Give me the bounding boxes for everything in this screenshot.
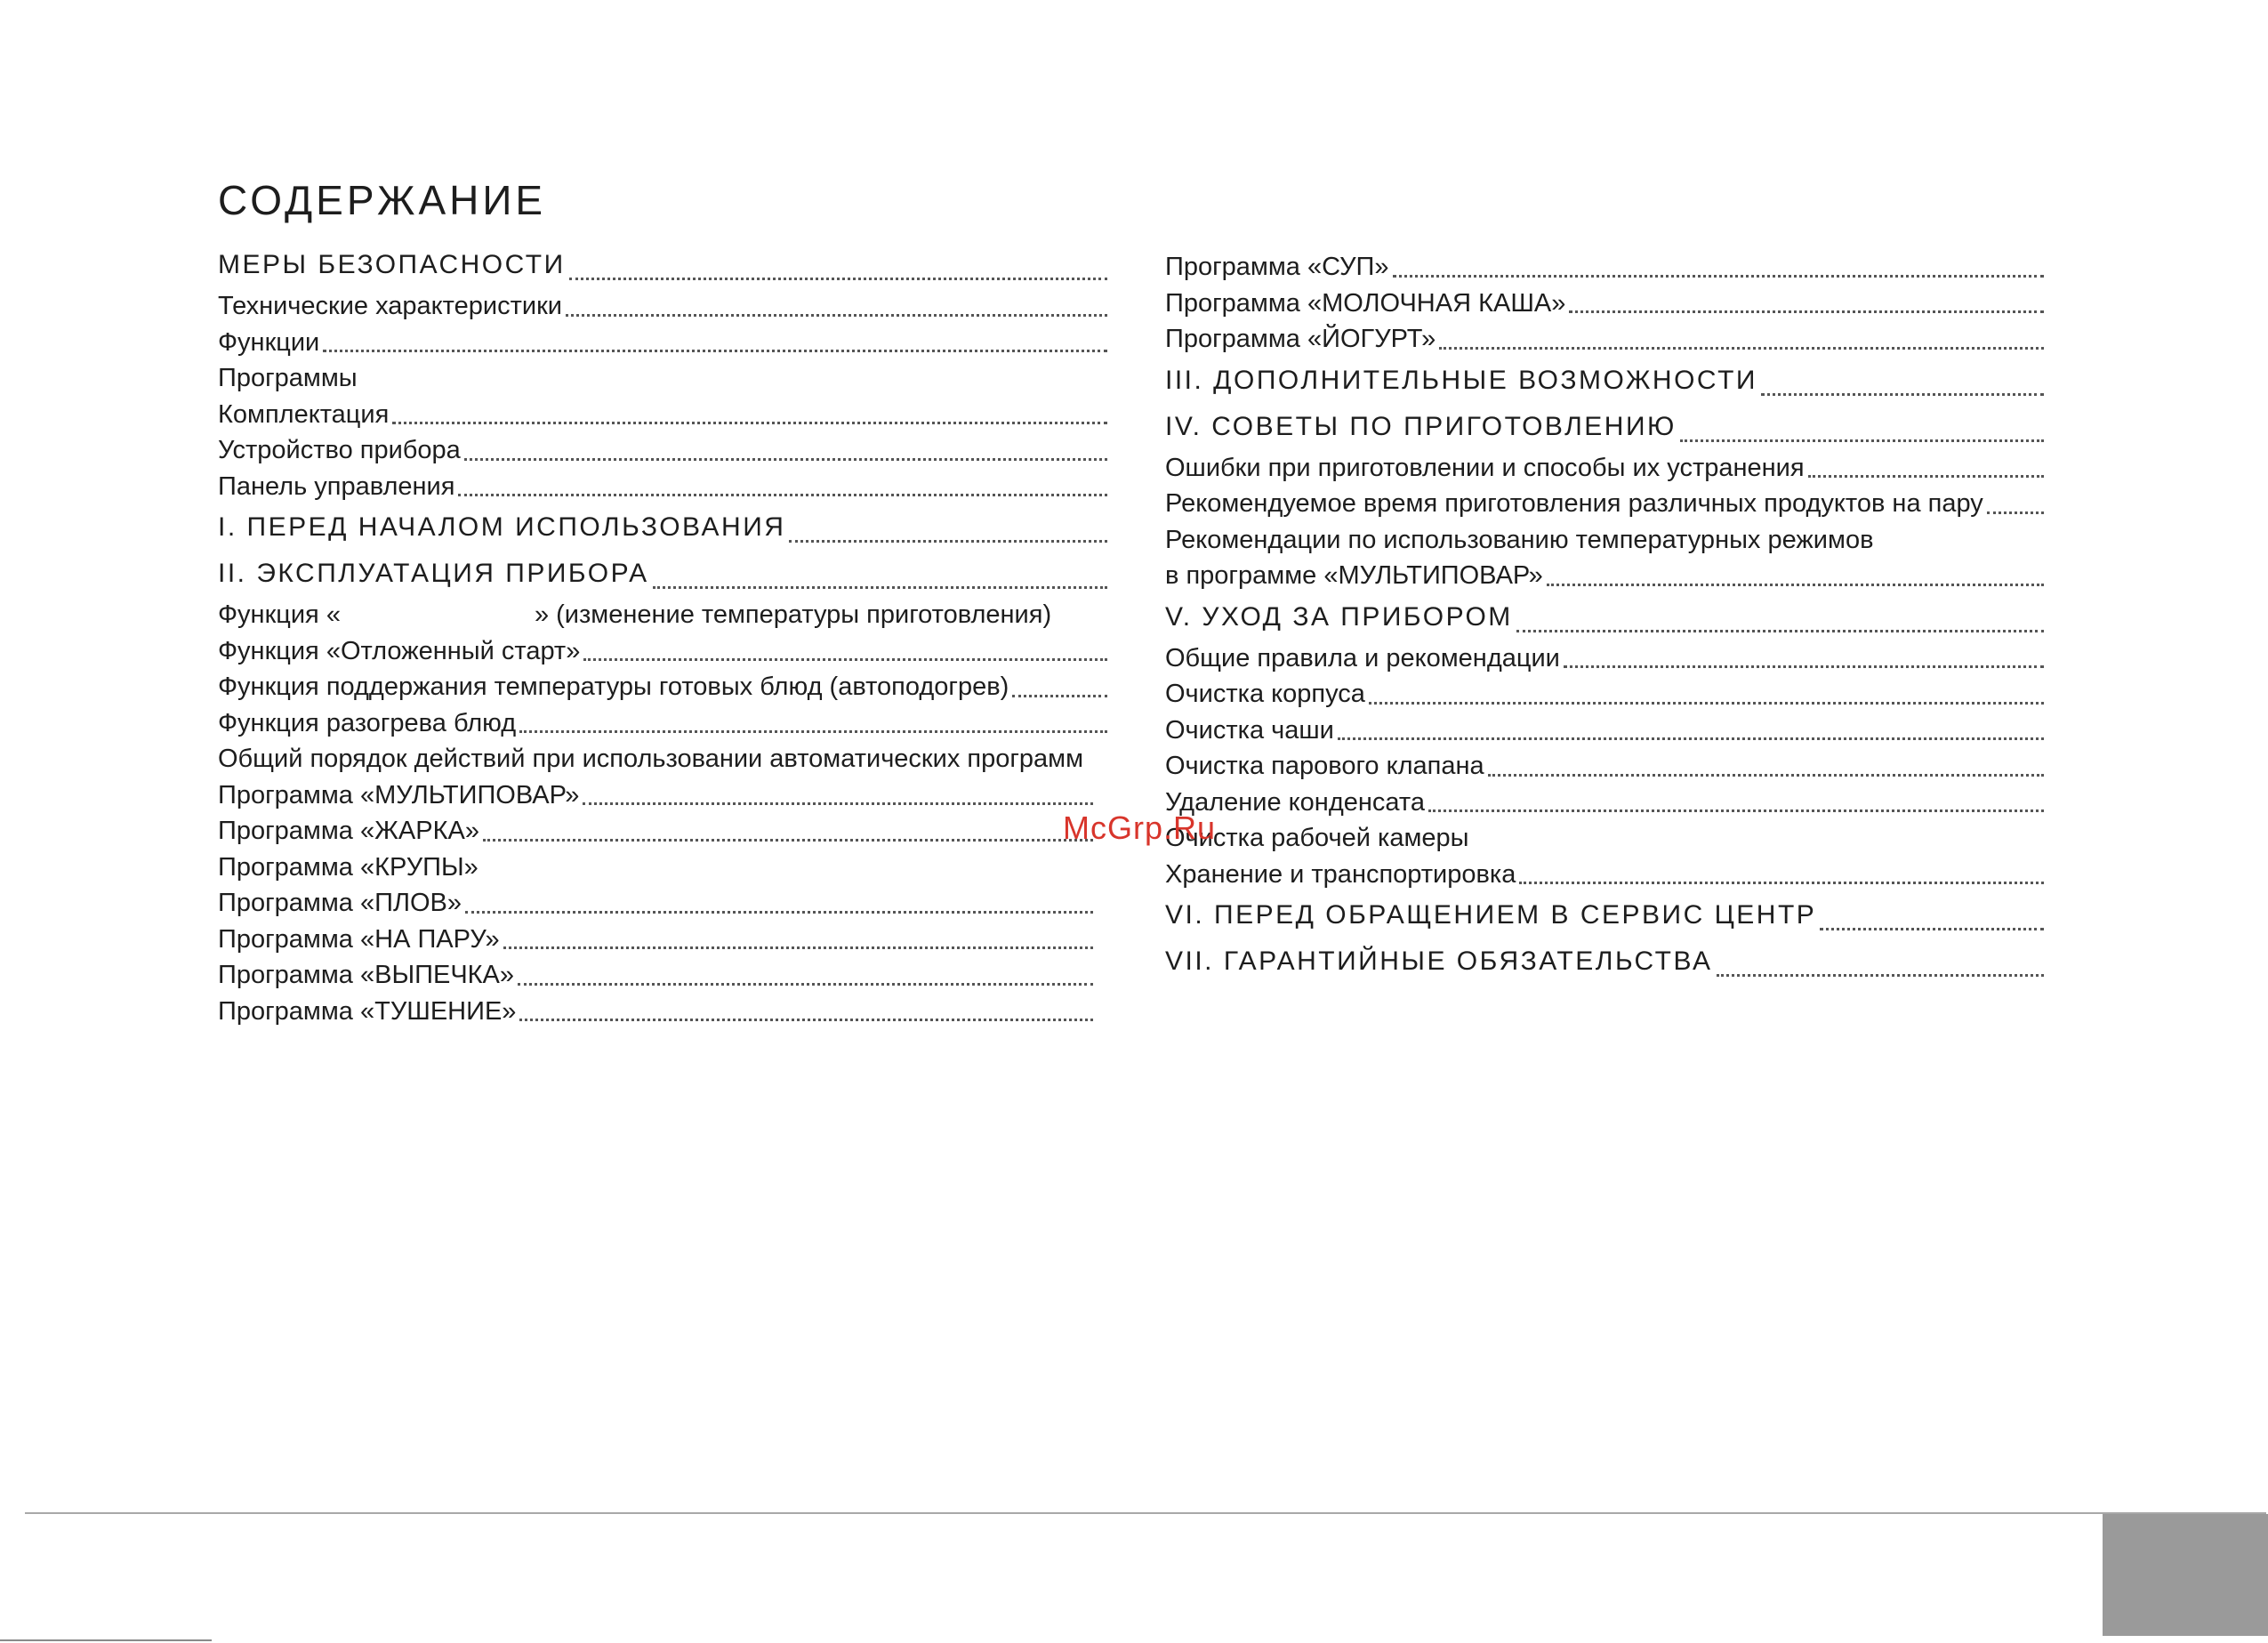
toc-entry-label: Функция разогрева блюд [218,708,517,737]
toc-section[interactable] [1165,594,2044,640]
toc-entry-label: Программы [218,364,358,392]
toc-entry[interactable] [1165,640,2044,677]
dot-leader [464,458,1107,461]
toc-entry[interactable] [1165,558,2044,594]
dot-leader [1393,275,2045,278]
dot-leader [583,802,1093,805]
toc-entry[interactable] [1165,820,2044,857]
toc-entry[interactable] [1165,748,2044,785]
toc-entry[interactable] [1165,522,2044,559]
toc-entry-label: VII. ГАРАНТИЙНЫЕ ОБЯЗАТЕЛЬСТВА [1165,946,1713,976]
toc-entry-label: Технические характеристики [218,292,562,320]
toc-left-column [218,242,1107,1029]
toc-entry[interactable] [218,633,1107,670]
dot-leader [465,911,1093,914]
toc-entry-label: Рекомендации по использованию температурных режимов [1165,525,1874,554]
dot-leader [1516,630,2044,632]
toc-section[interactable] [1165,404,2044,450]
toc-entry[interactable] [1165,286,2044,322]
toc-section[interactable] [218,242,1107,288]
dot-leader [1761,393,2044,396]
dot-leader [1680,439,2044,442]
toc-entry[interactable] [1165,450,2044,487]
toc-entry-label: IV. СОВЕТЫ ПО ПРИГОТОВЛЕНИЮ [1165,411,1677,441]
toc-entry-label: в программе «МУЛЬТИПОВАР» [1165,561,1543,590]
toc-entry[interactable] [218,325,1107,361]
dot-leader [569,278,1107,280]
toc-entry[interactable] [218,922,1107,958]
toc-entry[interactable] [218,360,1107,397]
dot-leader [566,314,1107,317]
dot-leader [1547,584,2044,586]
toc-right-column [1165,249,2044,985]
toc-entry[interactable] [218,597,1107,633]
page-corner-tab [2103,1514,2268,1636]
dot-leader [583,658,1107,661]
toc-section[interactable] [218,504,1107,551]
toc-entry-label-suffix: » (изменение температуры приготовления) [534,600,1052,629]
dot-leader [1439,347,2044,350]
toc-entry[interactable] [218,705,1107,742]
toc-entry[interactable] [218,885,1107,922]
toc-entry-label: МЕРЫ БЕЗОПАСНОСТИ [218,250,566,279]
toc-entry[interactable] [1165,713,2044,749]
toc-entry-label-prefix: Функция « [218,600,341,629]
dot-leader [519,1019,1093,1021]
toc-entry-label: Удаление конденсата [1165,787,1425,817]
toc-entry-label: Программа «МОЛОЧНАЯ КАША» [1165,288,1566,318]
toc-entry-label: II. ЭКСПЛУАТАЦИЯ ПРИБОРА [218,559,649,588]
toc-entry-label: Программа «ЙОГУРТ» [1165,325,1436,353]
toc-section[interactable] [218,551,1107,597]
dot-leader [1564,665,2044,668]
toc-section[interactable] [1165,892,2044,938]
toc-entry-label: Программа «КРУПЫ» [218,852,479,882]
toc-entry-label: Комплектация [218,399,390,429]
dot-leader [483,839,1093,842]
toc-entry[interactable] [1165,486,2044,522]
dot-leader [1987,511,2044,514]
dot-leader [1717,974,2045,977]
toc-section[interactable] [1165,358,2044,404]
page-title: СОДЕРЖАНИЕ [218,177,547,223]
toc-entry-label: Хранение и транспортировка [1165,859,1516,889]
dot-leader [1569,310,2044,313]
toc-entry-label: Программа «ПЛОВ» [218,889,462,917]
toc-entry[interactable] [1165,857,2044,893]
dot-leader [323,350,1107,352]
toc-entry-label: Программа «ТУШЕНИЕ» [218,996,517,1026]
watermark: McGrp.Ru [1063,809,1217,846]
dot-leader [1338,737,2044,740]
dot-leader [789,540,1107,543]
dot-leader [1820,928,2044,930]
toc-entry[interactable] [218,288,1107,325]
toc-entry-label: I. ПЕРЕД НАЧАЛОМ ИСПОЛЬЗОВАНИЯ [218,512,786,542]
dot-leader [518,983,1093,986]
toc-entry[interactable] [1165,676,2044,713]
toc-entry-label: Панель управления [218,471,455,501]
toc-entry-label: Программа «СУП» [1165,253,1389,281]
toc-entry-label: Программа «ВЫПЕЧКА» [218,961,515,989]
toc-entry[interactable] [218,777,1107,814]
toc-entry-label: VI. ПЕРЕД ОБРАЩЕНИЕМ В СЕРВИС ЦЕНТР [1165,900,1817,930]
toc-entry-label: Функции [218,327,320,357]
toc-entry[interactable] [218,741,1107,777]
dot-leader [1808,475,2044,478]
dot-leader [1519,882,2044,884]
toc-entry[interactable] [1165,785,2044,821]
dot-leader [1428,809,2044,812]
toc-entry[interactable] [218,994,1107,1030]
dot-leader [392,422,1107,424]
toc-entry[interactable] [218,850,1107,886]
toc-entry-label: III. ДОПОЛНИТЕЛЬНЫЕ ВОЗМОЖНОСТИ [1165,365,1757,395]
toc-entry-label: Очистка корпуса [1165,680,1365,708]
dot-leader [503,946,1093,949]
footer-divider [25,1512,2266,1514]
toc-entry-label: Программа «ЖАРКА» [218,817,479,845]
toc-entry[interactable] [218,397,1107,433]
toc-entry-label: Программа «НА ПАРУ» [218,924,500,954]
toc-entry-label: Функция поддержания температуры готовых блюд (автоподогрев) [218,673,1009,701]
toc-entry[interactable] [218,669,1107,705]
toc-entry[interactable] [1165,321,2044,358]
bottom-rule [0,1639,212,1641]
toc-entry-label: Рекомендуемое время приготовления различных продуктов на пару [1165,489,1983,518]
dot-leader [653,586,1107,589]
toc-entry[interactable] [218,469,1107,505]
toc-entry-label: Общий порядок действий при использовании автоматических программ [218,745,1084,773]
toc-entry-label: Общие правила и рекомендации [1165,643,1560,673]
toc-entry[interactable] [218,432,1107,469]
toc-entry[interactable] [218,813,1107,850]
toc-entry-label: Устройство прибора [218,436,461,464]
toc-entry-label: Функция «Отложенный старт» [218,636,581,665]
toc-entry-label: Очистка чаши [1165,715,1334,745]
toc-entry-label: V. УХОД ЗА ПРИБОРОМ [1165,601,1513,632]
dot-leader [1488,774,2044,777]
toc-section[interactable] [1165,938,2044,985]
dot-leader [1369,702,2044,705]
toc-entry-label: Программа «МУЛЬТИПОВАР» [218,780,580,809]
toc-entry[interactable] [1165,249,2044,286]
toc-entry-label: Очистка рабочей камеры [1165,824,1469,852]
toc-entry-label: Ошибки при приготовлении и способы их устранения [1165,453,1805,482]
toc-entry-label: Очистка парового клапана [1165,752,1484,780]
dot-leader [458,494,1107,496]
toc-entry[interactable] [218,957,1107,994]
dot-leader [519,730,1107,733]
dot-leader [1012,695,1107,697]
